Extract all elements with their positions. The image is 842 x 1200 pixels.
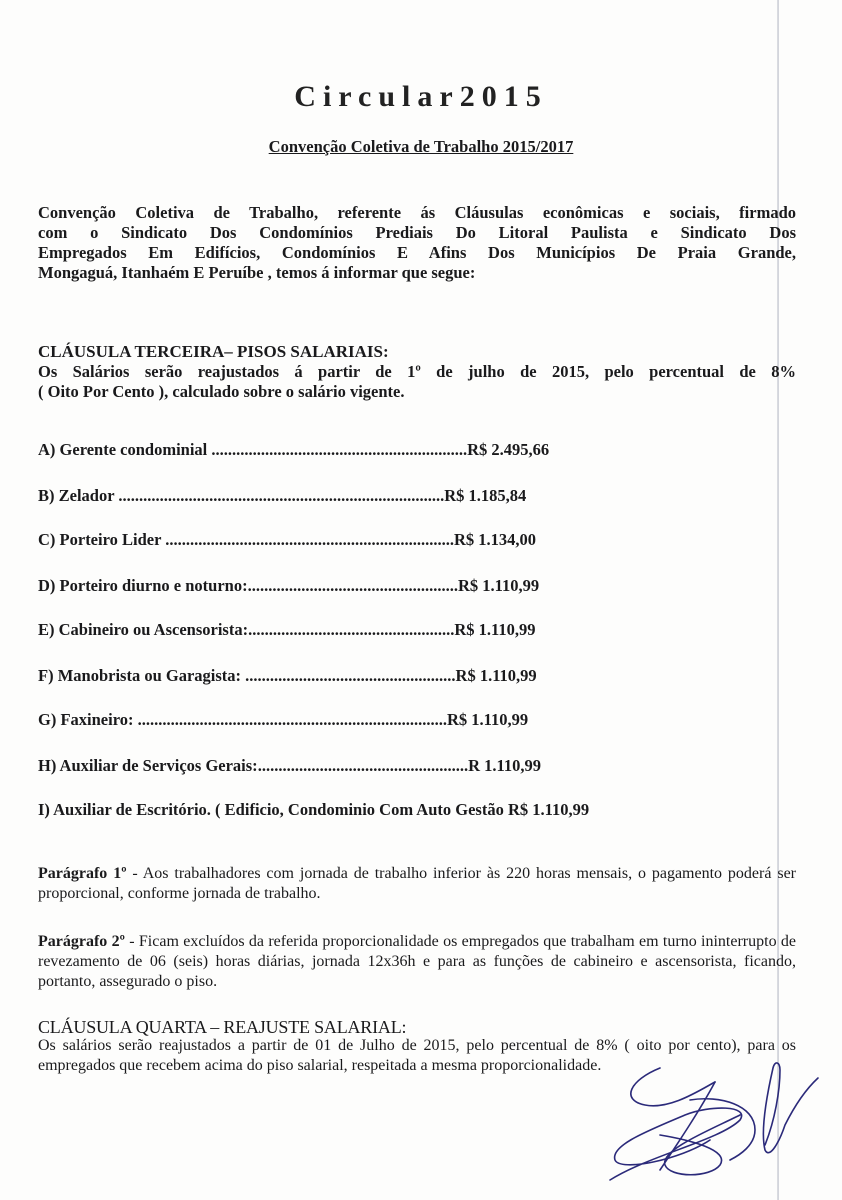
salary-role-label: B) Zelador <box>38 486 119 505</box>
salary-row <box>38 576 539 596</box>
dot-leader: ............................................................................... <box>118 486 445 505</box>
salary-row <box>38 620 535 640</box>
paragraph-2-label: Parágrafo 2º <box>38 933 125 950</box>
salary-row <box>38 800 589 820</box>
dot-leader: .................................................. <box>248 620 455 639</box>
salary-role-label: A) Gerente condominial <box>38 440 212 459</box>
salary-role-label: C) Porteiro Lider <box>38 530 166 549</box>
clause3-heading: CLÁUSULA TERCEIRA– PISOS SALARIAIS: <box>38 342 389 361</box>
intro-line: Mongaguá, Itanhaém E Peruíbe , temos á informar que segue: <box>38 263 476 282</box>
salary-value: R$ 2.495,66 <box>467 440 550 459</box>
scan-fold-line <box>777 0 779 1200</box>
salary-value: R$ 1.110,99 <box>507 800 590 819</box>
salary-row <box>38 530 536 550</box>
intro-line: com o Sindicato Dos Condomínios Prediais Do Litoral Paulista e Sindicato Dos <box>38 223 796 242</box>
signature-icon <box>590 1060 820 1190</box>
salary-role-label: D) Porteiro diurno e noturno: <box>38 576 248 595</box>
document-title: Circular2015 <box>294 80 548 113</box>
intro-line: Convenção Coletiva de Trabalho, referente ás Cláusulas econômicas e sociais, firmado <box>38 203 796 222</box>
clause4-text: Os salários serão reajustados a partir de 01 de Julho de 2015, pelo percentual de 8% ( oito por cento), para os empregados que recebem acima do piso salarial, respeitada a mesma proporcionalidade. <box>38 1037 796 1074</box>
salary-value: R$ 1.110,99 <box>446 710 529 729</box>
salary-role-label: I) Auxiliar de Escritório. ( Edificio, Condominio Com Auto Gestão <box>38 800 508 819</box>
clause4-heading: CLÁUSULA QUARTA – REAJUSTE SALARIAL: <box>38 1017 407 1037</box>
salary-value: R$ 1.110,99 <box>455 666 537 685</box>
salary-value: R$ 1.185,84 <box>444 486 527 505</box>
paragraph-2-text: - Ficam excluídos da referida proporcionalidade os empregados que trabalham em turno ininterrupto de revezamento de 06 (seis) horas diárias, jornada 12x36h e para as funções de cabineiro e ascensorista, ficando, portanto, assegurado o piso. <box>38 933 796 990</box>
dot-leader: ........................................................................... <box>137 710 447 729</box>
salary-value: R$ 1.134,00 <box>453 530 537 549</box>
clause3-text <box>38 362 796 402</box>
salary-role-label: F) Manobrista ou Garagista: <box>38 666 246 685</box>
dot-leader: ................................................... <box>245 666 456 685</box>
clause3-line: ( Oito Por Cento ), calculado sobre o salário vigente. <box>38 382 405 401</box>
salary-role-label: E) Cabineiro ou Ascensorista: <box>38 620 249 639</box>
document-subtitle: Convenção Coletiva de Trabalho 2015/2017 <box>268 137 574 156</box>
paragraph-1-text: - Aos trabalhadores com jornada de trabalho inferior às 220 horas mensais, o pagamento poderá ser proporcional, conforme jornada de trabalho. <box>38 865 797 902</box>
dot-leader: ...................................................................... <box>165 530 454 549</box>
paragraph-1 <box>38 864 796 904</box>
salary-value: R$ 1.110,99 <box>454 620 536 639</box>
salary-row <box>38 756 541 776</box>
salary-role-label: H) Auxiliar de Serviços Gerais: <box>38 756 258 775</box>
salary-value: R$ 1.110,99 <box>457 576 540 595</box>
clause3-line: Os Salários serão reajustados á partir de 1º de julho de 2015, pelo percentual de 8% <box>38 362 796 381</box>
salary-role-label: G) Faxineiro: <box>38 710 138 729</box>
dot-leader: ................................................... <box>247 576 458 595</box>
salary-row <box>38 486 526 506</box>
intro-line: Empregados Em Edifícios, Condomínios E Afins Dos Municípios De Praia Grande, <box>38 243 796 262</box>
intro-paragraph <box>38 203 796 283</box>
paragraph-1-label: Parágrafo 1º <box>38 865 127 882</box>
dot-leader: ................................................... <box>257 756 469 775</box>
salary-row <box>38 710 528 730</box>
salary-row <box>38 666 537 686</box>
dot-leader: .............................................................. <box>211 440 468 459</box>
salary-row <box>38 440 549 460</box>
salary-value: R 1.110,99 <box>468 756 541 775</box>
paragraph-2 <box>38 932 796 992</box>
